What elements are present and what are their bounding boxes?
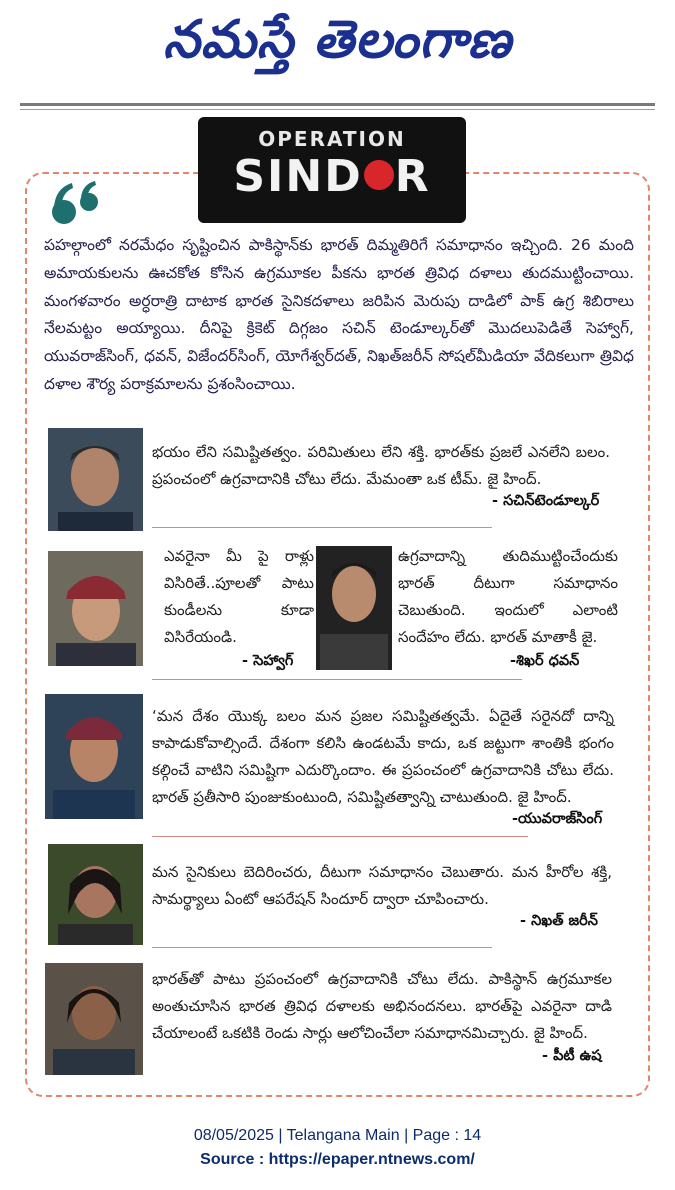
byline-yuvraj: -యువరాజ్‌సింగ్ <box>512 811 603 827</box>
divider-1 <box>152 527 492 528</box>
person-icon <box>48 428 143 531</box>
person-icon <box>45 963 143 1075</box>
logo-bottom-text <box>198 151 466 202</box>
quote-text-nikhat: మన సైనికులు బెదిరించరు, దీటుగా సమాధానం చెబుతారు. మన హీరోల శక్తి, సామర్థ్యాలు ఏంటో ఆపరేషన్ సిందూర్ ద్వారా చూపించారు. <box>152 863 612 908</box>
divider-2 <box>152 679 522 680</box>
byline-shikhar: -శిఖర్ ధవన్ <box>510 653 580 669</box>
quote-text-sehwag: ఎవరైనా మీ పై రాళ్లు విసిరితే..పూలతో పాటు కుండీలను కూడా విసిరేయండి. <box>164 547 314 646</box>
logo-bottom-left: SIND <box>233 151 363 202</box>
photo-shikhar <box>316 546 392 670</box>
divider-3 <box>152 836 528 837</box>
byline-ptusha: - పీటీ ఉష <box>542 1048 602 1064</box>
logo-bottom-right: R <box>394 151 431 202</box>
operation-sindoor-logo <box>198 117 466 223</box>
person-icon <box>316 546 392 670</box>
quote-text-yuvraj: ‘మన దేశం యొక్క బలం మన ప్రజల సమిష్టితత్వమే. ఏదైతే సరైనదో దాన్ని కాపాడుకోవాల్సిందే. దేశంగా కలిసి ఉండటమే కాదు, ఒక జట్టుగా శాంతికి భంగం కల్గించే వాటిని సమిష్టిగా ఎదుర్కొందాం. ఈ ప్రపంచంలో ఉగ్రవాదానికి చోటు లేదు. భారత్ ప్రతీసారి పుంజుకుంటుంది, సమిష్టితత్వాన్ని చాటుతుంది. జై హింద్. <box>152 707 614 806</box>
byline-nikhat: - నిఖత్ జరీన్ <box>520 913 598 929</box>
person-icon <box>45 694 143 819</box>
photo-nikhat <box>48 844 143 945</box>
masthead-rule <box>20 103 655 106</box>
sindoor-dot-icon <box>364 160 394 190</box>
footer-edition-info: 08/05/2025 | Telangana Main | Page : 14 <box>193 1127 482 1144</box>
byline-sehwag: - సెహ్వాగ్ <box>242 653 294 669</box>
masthead <box>0 0 675 100</box>
quote-text-shikhar: ఉగ్రవాదాన్ని తుదిముట్టించేందుకు భారత్ దీటుగా సమాధానం చెబుతుంది. ఇందులో ఎలాంటి సందేహం లేదు. భారత్ మాతాకీ జై. <box>398 547 618 646</box>
photo-sehwag <box>48 551 143 666</box>
byline-sachin: - సచిన్‌టెండూల్కర్ <box>492 493 600 509</box>
photo-sachin <box>48 428 143 531</box>
footer-source: Source : https://epaper.ntnews.com/ <box>200 1151 475 1168</box>
masthead-rule-thin <box>20 109 655 110</box>
person-icon <box>48 551 143 666</box>
photo-ptusha <box>45 963 143 1075</box>
quote-text-sachin: భయం లేని సమిష్టితత్వం. పరిమితులు లేని శక్తి. భారత్‌కు ప్రజలే ఎనలేని బలం. ప్రపంచంలో ఉగ్రవాదానికి చోటు లేదు. మేమంతా ఒక టీమ్. జై హింద్. <box>152 443 610 488</box>
quote-text-ptusha: భారత్‌తో పాటు ప్రపంచంలో ఉగ్రవాదానికి చోటు లేదు. పాకిస్థాన్ ఉగ్రమూకల అంతుచూసిన భారత త్రివిధ దళాలకు అభినందనలు. భారత్‌పై ఎవరైనా దాడి చేయాలంటే ఒకటికి రెండు సార్లు ఆలోచించేలా సమాధానమిచ్చారు. జై హింద్. <box>152 970 612 1042</box>
newspaper-title: నమస్తే తెలంగాణ <box>163 10 512 70</box>
intro-paragraph: పహల్గాంలో నరమేధం సృష్టించిన పాకిస్థాన్‌కు భారత్ దిమ్మతిరిగే సమాధానం ఇచ్చింది. 26 మంది అమాయకులను ఊచకోత కోసిన ఉగ్రమూకల పీకను భారత త్రివిధ దళాలు తుదముట్టించాయి. మంగళవారం అర్ధరాత్రి దాటాక భారత సైనికదళాలు జరిపిన మెరుపు దాడిలో పాక్ ఉగ్ర శిబిరాలు నేలమట్టం అయ్యాయి. దీనిపై క్రికెట్ దిగ్గజం సచిన్ టెండూల్కర్‌తో మొదలుపెడితే సెహ్వాగ్, యువరాజ్‌సింగ్, ధవన్, విజేందర్‌సింగ్, యోగేశ్వర్‌దత్, నిఖత్‌జరీన్ సోషల్‌మీడియా వేదికలుగా త్రివిధ దళాల శౌర్య పరాక్రమాలను ప్రశంసించాయి. <box>44 236 634 393</box>
person-icon <box>48 844 143 945</box>
photo-yuvraj <box>45 694 143 819</box>
logo-top-text: OPERATION <box>258 127 406 151</box>
quote-icon <box>50 180 102 226</box>
divider-4 <box>152 947 492 948</box>
